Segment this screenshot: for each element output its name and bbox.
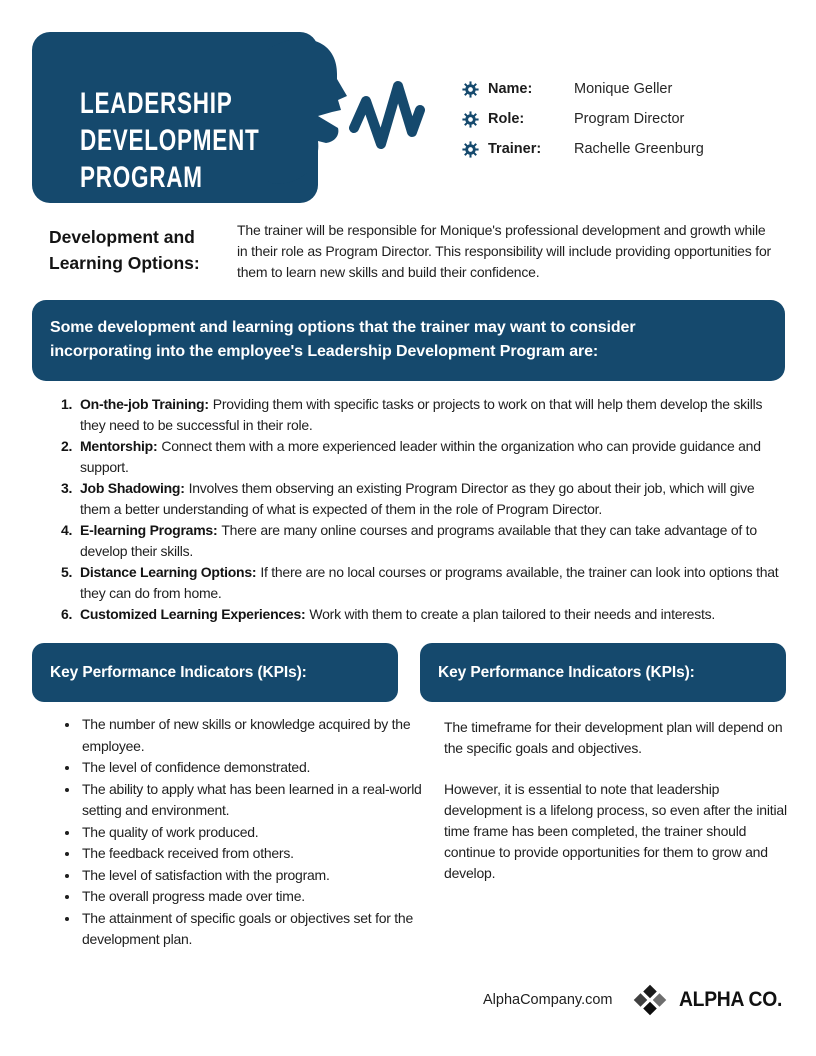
kpi-right-heading: Key Performance Indicators (KPIs): [438,663,695,681]
list-item-number: 2. [61,438,73,454]
list-item-title: Customized Learning Experiences: [80,606,306,622]
kpi-banner-left [32,643,398,702]
name-value: Monique Geller [574,81,673,97]
section-heading-development-options: Development and Learning Options: [49,227,200,273]
list-item-number: 6. [61,606,73,622]
kpi-paragraph: The timeframe for their development plan will depend on the specific goals and objectives. [444,719,783,756]
employee-info [462,74,704,164]
kpi-bullet: • The feedback received from others. [80,843,426,865]
speaking-head-icon [268,38,426,204]
list-item-text: If there are no local courses or programs available, the trainer can look into options that they can do from home. [80,564,779,601]
gear-icon [462,81,479,98]
list-item-number: 5. [61,564,73,580]
list-item [61,520,785,562]
list-item-title: On-the-job Training: [80,396,209,412]
list-item [61,436,785,478]
footer-company-name: ALPHA CO. [678,988,782,1011]
options-banner-text: Some development and learning options that the trainer may want to consider incorporating into the employee's Leadership Development Program are: [50,319,636,360]
list-item-text: Work with them to create a plan tailored to their needs and interests. [309,606,715,622]
kpi-left-heading: Key Performance Indicators (KPIs): [50,663,307,681]
page-title-line-2: DEVELOPMENT [80,124,260,157]
kpi-banner-right [420,643,786,702]
gear-icon [462,141,479,158]
list-item-number: 1. [61,396,73,412]
kpi-timeframe-text [444,717,788,904]
list-item [61,394,785,436]
info-row-role [462,104,704,134]
list-item-number: 3. [61,480,73,496]
role-label: Role: [488,111,525,127]
trainer-label: Trainer: [488,141,542,157]
list-item-text: Involves them observing an existing Program Director as they go about their job, which will give them a better understanding of what is expected of them in the role of Program Director. [80,480,755,517]
trainer-value: Rachelle Greenburg [574,141,704,157]
list-item [61,478,785,520]
kpi-bullet: • The ability to apply what has been learned in a real-world setting and environment. [80,779,426,822]
kpi-bullet: • The level of confidence demonstrated. [80,757,426,779]
page-title [80,85,260,196]
list-item [61,604,785,625]
voice-wave-icon [354,86,420,144]
development-options-list [61,394,785,625]
kpi-bullet: • The overall progress made over time. [80,886,426,908]
page-title-line-1: LEADERSHIP [80,87,233,120]
intro-paragraph: The trainer will be responsible for Monique's professional development and growth while in their role as Program Director. This responsibility will include providing opportunities for them to learn new skills and build their confidence. [237,222,771,280]
footer [483,984,791,1016]
list-item-title: Distance Learning Options: [80,564,257,580]
info-row-trainer [462,134,704,164]
kpi-bullet-list [48,714,426,951]
name-label: Name: [488,81,533,97]
diamond-cluster-logo-icon [629,984,671,1016]
info-row-name [462,74,704,104]
role-value: Program Director [574,111,685,127]
list-item-number: 4. [61,522,73,538]
page-title-line-3: PROGRAM [80,161,203,194]
gear-icon [462,111,479,128]
kpi-paragraph: However, it is essential to note that leadership development is a lifelong process, so even after the initial time frame has been completed, the trainer should continue to provide opportunities for them to grow and develop. [444,781,787,881]
list-item-title: Job Shadowing: [80,480,185,496]
kpi-bullet: • The quality of work produced. [80,822,426,844]
kpi-bullet: • The attainment of specific goals or objectives set for the development plan. [80,908,426,951]
list-item [61,562,785,604]
list-item-text: Providing them with specific tasks or projects to work on that will help them develop the skills they need to be successful in their role. [80,396,763,433]
list-item-title: E-learning Programs: [80,522,218,538]
kpi-bullet: • The level of satisfaction with the program. [80,865,426,887]
list-item-text: There are many online courses and programs available that they can take advantage of to develop their skills. [80,522,757,559]
kpi-bullet: • The number of new skills or knowledge acquired by the employee. [80,714,426,757]
options-banner [32,300,785,381]
list-item-text: Connect them with a more experienced leader within the organization who can provide guidance and support. [80,438,761,475]
footer-website: AlphaCompany.com [483,992,613,1008]
list-item-title: Mentorship: [80,438,158,454]
